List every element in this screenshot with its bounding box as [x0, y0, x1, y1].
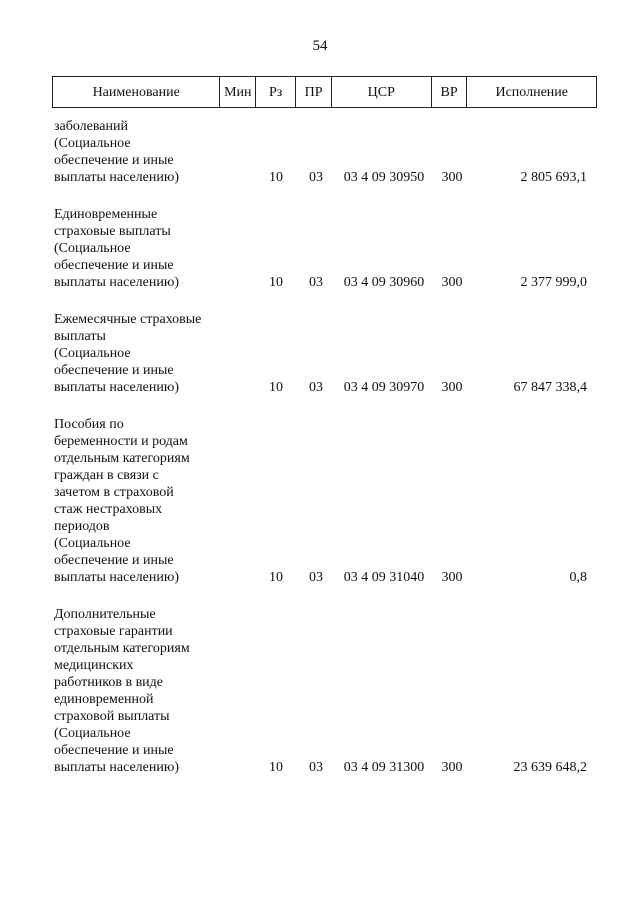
row-name-line: обеспечение и иные [54, 258, 174, 273]
row-name-line: беременности и родам [54, 434, 188, 449]
row-rz: 10 [269, 275, 283, 290]
row-name-line: заболеваний [54, 119, 128, 134]
table-row [52, 118, 597, 186]
header-name: Наименование [53, 77, 220, 107]
row-rz: 10 [269, 760, 283, 775]
row-pr: 03 [309, 760, 323, 775]
table-row [52, 311, 597, 396]
row-csr: 03 4 09 30950 [343, 170, 425, 185]
row-pr: 03 [309, 380, 323, 395]
row-name-line: страховые гарантии [54, 624, 173, 639]
row-name-line: зачетом в страховой [54, 485, 174, 500]
row-pr: 03 [309, 170, 323, 185]
row-vr: 300 [441, 760, 463, 775]
row-name-line: страховые выплаты [54, 224, 171, 239]
header-min: Мин [220, 77, 256, 107]
row-name [54, 206, 229, 291]
row-name-line: Ежемесячные страховые [54, 312, 202, 327]
row-name-line: работников в виде [54, 675, 164, 690]
row-rz: 10 [269, 170, 283, 185]
row-name-line: Единовременные [54, 207, 158, 222]
row-name-line: Пособия по [54, 417, 124, 432]
row-name-line: отдельным категориям [54, 451, 190, 466]
table-row [52, 606, 597, 776]
row-name-line: обеспечение и иные [54, 553, 174, 568]
row-vr: 300 [441, 275, 463, 290]
row-name-line: обеспечение и иные [54, 743, 174, 758]
row-name-line: обеспечение и иные [54, 153, 174, 168]
row-vr: 300 [441, 380, 463, 395]
row-name-line: отдельным категориям [54, 641, 190, 656]
row-name-line: (Социальное [54, 346, 131, 361]
header-rz: Рз [256, 77, 296, 107]
row-name-line: страховой выплаты [54, 709, 170, 724]
row-name [54, 416, 229, 586]
row-exec: 2 377 999,0 [520, 275, 587, 290]
header-pr: ПР [296, 77, 332, 107]
row-name-line: выплаты населению) [54, 570, 179, 585]
row-name-line: выплаты населению) [54, 275, 179, 290]
row-name-line: выплаты [54, 329, 106, 344]
table-header [52, 76, 597, 108]
row-rz: 10 [269, 570, 283, 585]
row-csr: 03 4 09 31300 [343, 760, 425, 775]
row-exec: 2 805 693,1 [520, 170, 587, 185]
row-rz: 10 [269, 380, 283, 395]
table-row [52, 416, 597, 586]
row-vr: 300 [441, 170, 463, 185]
row-name-line: стаж нестраховых [54, 502, 163, 517]
row-name-line: Дополнительные [54, 607, 156, 622]
row-csr: 03 4 09 30960 [343, 275, 425, 290]
row-name [54, 311, 229, 396]
row-exec: 0,8 [569, 570, 587, 585]
header-exec: Исполнение [495, 84, 568, 100]
row-name-line: (Социальное [54, 136, 131, 151]
row-pr: 03 [309, 570, 323, 585]
page-number: 54 [312, 38, 328, 54]
row-exec: 23 639 648,2 [513, 760, 587, 775]
row-name [54, 606, 229, 776]
row-csr: 03 4 09 30970 [343, 380, 425, 395]
row-name-line: (Социальное [54, 726, 131, 741]
row-name-line: (Социальное [54, 536, 131, 551]
table-row [52, 206, 597, 291]
row-name-line: выплаты населению) [54, 170, 179, 185]
row-name-line: периодов [54, 519, 110, 534]
row-name-line: единовременной [54, 692, 154, 707]
row-name-line: выплаты населению) [54, 760, 179, 775]
row-name-line: медицинских [54, 658, 134, 673]
row-name-line: обеспечение и иные [54, 363, 174, 378]
row-name-line: выплаты населению) [54, 380, 179, 395]
row-pr: 03 [309, 275, 323, 290]
row-name-line: (Социальное [54, 241, 131, 256]
row-exec: 67 847 338,4 [513, 380, 587, 395]
row-name-line: граждан в связи с [54, 468, 159, 483]
header-csr: ЦСР [332, 77, 432, 107]
row-vr: 300 [441, 570, 463, 585]
row-name [54, 118, 229, 186]
header-vr: ВР [432, 77, 468, 107]
row-csr: 03 4 09 31040 [343, 570, 425, 585]
